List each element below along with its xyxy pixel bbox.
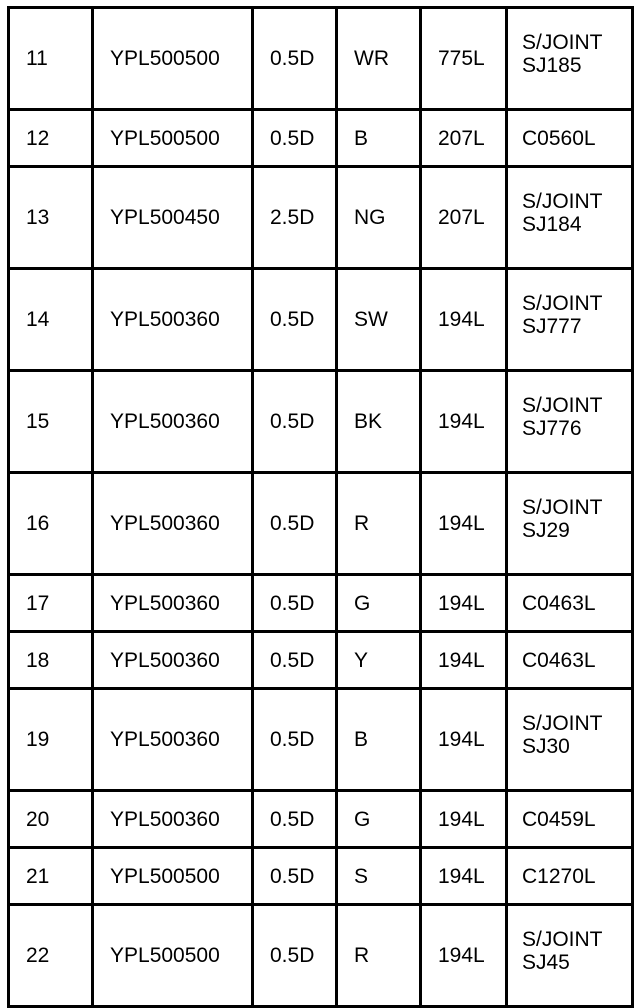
- connection-ref-line: C0560L: [522, 126, 596, 150]
- wire-color-cell: Y: [337, 632, 421, 689]
- connection-ref-line: SJ185: [522, 53, 582, 77]
- connection-ref-cell: [507, 473, 633, 575]
- connection-ref-line: SJ776: [522, 416, 582, 440]
- table-row: [9, 8, 633, 110]
- item-number-cell: 14: [9, 269, 93, 371]
- wire-color-cell: B: [337, 110, 421, 167]
- part-number-cell: YPL500360: [93, 689, 253, 791]
- connection-ref-line: SJ45: [522, 950, 570, 974]
- table-row: [9, 269, 633, 371]
- connection-ref-cell: [507, 632, 633, 689]
- connection-ref-line: C0463L: [522, 591, 596, 615]
- part-number-cell: YPL500360: [93, 269, 253, 371]
- connection-ref-cell: [507, 167, 633, 269]
- connection-ref-line: S/JOINT: [522, 30, 603, 54]
- connection-ref-cell: [507, 689, 633, 791]
- item-number-cell: 12: [9, 110, 93, 167]
- wire-color-cell: WR: [337, 8, 421, 110]
- connection-ref-line: C0463L: [522, 648, 596, 672]
- wire-color-cell: S: [337, 848, 421, 905]
- connection-ref-cell: [507, 848, 633, 905]
- wire-size-cell: 0.5D: [253, 269, 337, 371]
- wire-color-cell: NG: [337, 167, 421, 269]
- connection-ref-cell: [507, 575, 633, 632]
- connection-ref-line: S/JOINT: [522, 711, 603, 735]
- connection-ref-line: S/JOINT: [522, 291, 603, 315]
- part-number-cell: YPL500360: [93, 791, 253, 848]
- wire-size-cell: 0.5D: [253, 632, 337, 689]
- connection-ref-cell: [507, 269, 633, 371]
- wire-color-cell: BK: [337, 371, 421, 473]
- connection-ref-cell: [507, 791, 633, 848]
- wire-size-cell: 0.5D: [253, 791, 337, 848]
- wire-size-cell: 0.5D: [253, 848, 337, 905]
- wire-size-cell: 0.5D: [253, 905, 337, 1007]
- part-number-cell: YPL500360: [93, 575, 253, 632]
- part-number-cell: YPL500500: [93, 905, 253, 1007]
- wire-color-cell: SW: [337, 269, 421, 371]
- connection-ref-cell: [507, 905, 633, 1007]
- parts-table-body: [9, 8, 633, 1007]
- wire-length-cell: 194L: [421, 371, 507, 473]
- connection-ref-line: S/JOINT: [522, 927, 603, 951]
- table-row: [9, 689, 633, 791]
- table-row: [9, 473, 633, 575]
- item-number-cell: 16: [9, 473, 93, 575]
- wire-color-cell: R: [337, 905, 421, 1007]
- parts-table-sheet: [7, 6, 634, 1008]
- wire-length-cell: 194L: [421, 575, 507, 632]
- parts-table: [7, 6, 634, 1008]
- connection-ref-line: C0459L: [522, 807, 596, 831]
- connection-ref-line: SJ184: [522, 212, 582, 236]
- wire-length-cell: 194L: [421, 905, 507, 1007]
- connection-ref-line: S/JOINT: [522, 189, 603, 213]
- item-number-cell: 19: [9, 689, 93, 791]
- table-row: [9, 905, 633, 1007]
- item-number-cell: 22: [9, 905, 93, 1007]
- wire-color-cell: B: [337, 689, 421, 791]
- connection-ref-line: C1270L: [522, 864, 596, 888]
- item-number-cell: 11: [9, 8, 93, 110]
- wire-length-cell: 194L: [421, 689, 507, 791]
- wire-length-cell: 194L: [421, 791, 507, 848]
- wire-size-cell: 0.5D: [253, 371, 337, 473]
- wire-length-cell: 775L: [421, 8, 507, 110]
- wire-color-cell: R: [337, 473, 421, 575]
- part-number-cell: YPL500360: [93, 632, 253, 689]
- wire-length-cell: 207L: [421, 110, 507, 167]
- item-number-cell: 13: [9, 167, 93, 269]
- item-number-cell: 20: [9, 791, 93, 848]
- connection-ref-line: S/JOINT: [522, 393, 603, 417]
- wire-length-cell: 194L: [421, 269, 507, 371]
- wire-color-cell: G: [337, 575, 421, 632]
- table-row: [9, 110, 633, 167]
- connection-ref-cell: [507, 110, 633, 167]
- wire-length-cell: 194L: [421, 632, 507, 689]
- wire-size-cell: 0.5D: [253, 473, 337, 575]
- wire-length-cell: 194L: [421, 848, 507, 905]
- table-row: [9, 791, 633, 848]
- item-number-cell: 21: [9, 848, 93, 905]
- wire-color-cell: G: [337, 791, 421, 848]
- connection-ref-line: SJ777: [522, 314, 582, 338]
- connection-ref-cell: [507, 8, 633, 110]
- table-row: [9, 848, 633, 905]
- part-number-cell: YPL500360: [93, 473, 253, 575]
- part-number-cell: YPL500500: [93, 8, 253, 110]
- wire-size-cell: 2.5D: [253, 167, 337, 269]
- wire-size-cell: 0.5D: [253, 689, 337, 791]
- part-number-cell: YPL500360: [93, 371, 253, 473]
- table-row: [9, 632, 633, 689]
- item-number-cell: 18: [9, 632, 93, 689]
- wire-length-cell: 194L: [421, 473, 507, 575]
- item-number-cell: 17: [9, 575, 93, 632]
- item-number-cell: 15: [9, 371, 93, 473]
- connection-ref-cell: [507, 371, 633, 473]
- wire-length-cell: 207L: [421, 167, 507, 269]
- connection-ref-line: SJ29: [522, 518, 570, 542]
- table-row: [9, 575, 633, 632]
- part-number-cell: YPL500450: [93, 167, 253, 269]
- connection-ref-line: SJ30: [522, 734, 570, 758]
- table-row: [9, 167, 633, 269]
- part-number-cell: YPL500500: [93, 848, 253, 905]
- table-row: [9, 371, 633, 473]
- connection-ref-line: S/JOINT: [522, 495, 603, 519]
- part-number-cell: YPL500500: [93, 110, 253, 167]
- wire-size-cell: 0.5D: [253, 575, 337, 632]
- wire-size-cell: 0.5D: [253, 110, 337, 167]
- wire-size-cell: 0.5D: [253, 8, 337, 110]
